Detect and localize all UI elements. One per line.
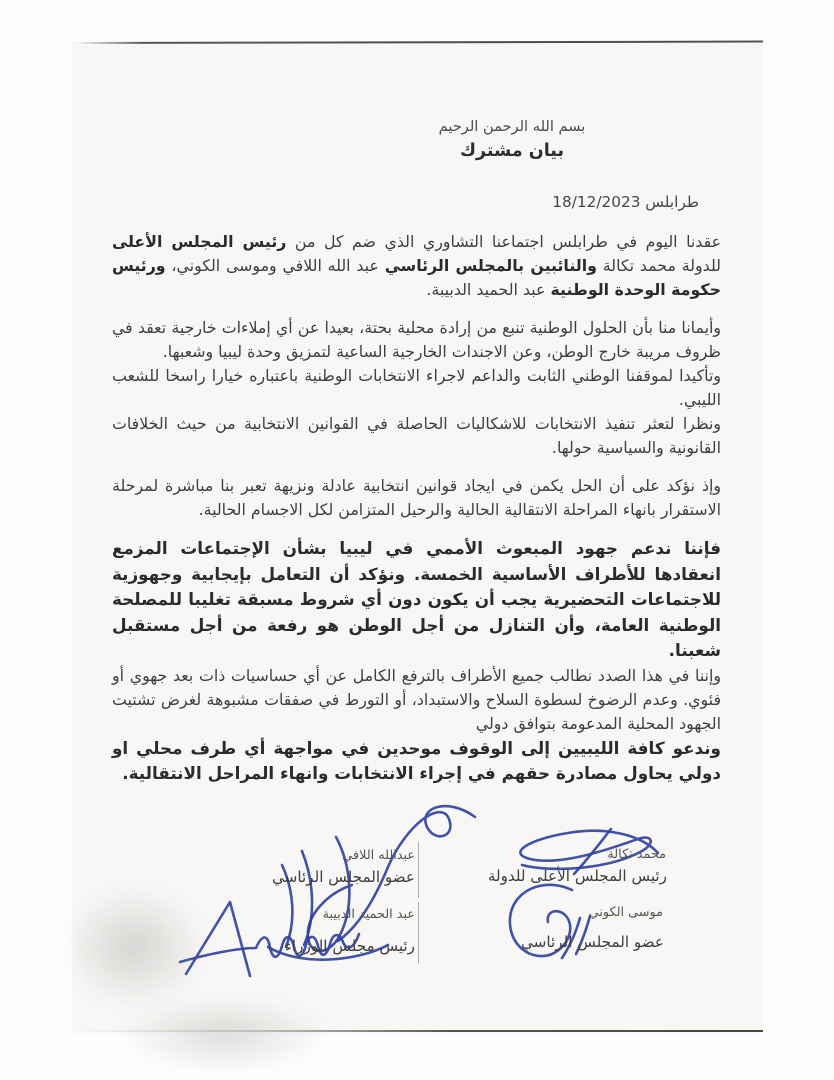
statement-paragraph: ونظرا لتعثر تنفيذ الانتخابات للاشكاليات الحاصلة في القوانين الانتخابية من حيث الخلافات القانونية والسياسية حولها. — [112, 414, 721, 457]
signer-name-lafi: عبدالله اللافي — [342, 848, 415, 863]
statement-paragraph: فإننا ندعم جهود المبعوث الأممي في ليبيا بشأن الإجتماعات المزمع انعقادها للأطراف الأساسية الخمسة. ونؤكد أن التعامل بإيجابية وجهوزية للاجتماعات التحضيرية يجب أن يكون دون أي شروط مسبقة تغليبا للمصلحة الوطنية العامة، وأن التنازل من أجل الوطن هو رفعة من أجل مستقبل شعبنا. — [112, 538, 721, 660]
statement-paragraph: وتأكيدا لموقفنا الوطني الثابت والداعم لاجراء الانتخابات الوطنية باعتباره خيارا راسخا للشعب الليبي. — [112, 366, 721, 409]
signer-name-koni: موسى الكوني — [588, 905, 663, 920]
body-paragraphs — [112, 230, 721, 787]
statement-paragraph: وإننا في هذا الصدد نطالب جميع الأطراف بالترفع الكامل عن أي حساسيات ذات بعد جهوي أو فئوي. وعدم الرضوخ لسطوة السلاح والاستبداد، أو التورط في صفقات مشبوهة لغرض تشتيت الجهود المحلية المدعومة بتوافق دولي — [112, 665, 721, 733]
signer-title-lafi: عضو المجلس الرئاسي — [271, 868, 415, 886]
page-top-edge — [76, 41, 763, 44]
signature-divider-rule — [418, 902, 419, 964]
signer-title-koni: عضو المجلس الرئاسي — [520, 933, 664, 951]
page-bottom-edge — [72, 1030, 763, 1032]
basmala-line: بسم الله الرحمن الرحيم — [438, 118, 586, 135]
signer-title-takala: رئيس المجلس الأعلى للدولة — [487, 867, 667, 885]
document-header — [372, 118, 652, 161]
statement-paragraph: وأيمانا منا بأن الحلول الوطنية تنبع من إرادة محلية بحتة، بعيدا عن أي إملاءات خارجية تعقد في ظروف مريبة خارج الوطن، وعن الاجندات الخارجية الساعية لتمزيق وحدة ليبيا وشعبها. — [112, 318, 721, 361]
signer-title-dbeibah: رئيس مجلس الوزراء — [284, 937, 415, 955]
statement-paragraph: وندعو كافة الليبيين إلى الوقوف موحدين في مواجهة أي طرف محلي او دولي يحاول مصادرة حقهم في إجراء الانتخابات وانهاء المراحل الانتقالية. — [112, 737, 721, 783]
dateline: طرابلس 18/12/2023 — [552, 193, 699, 211]
statement-paragraph: عقدنا اليوم في طرابلس اجتماعنا التشاوري الذي ضم كل من رئيس المجلس الأعلى للدولة محمد تكالة والنائبين بالمجلس الرئاسي عبد الله اللافي وموسى الكوني، ورئيس حكومة الوحدة الوطنية عبد الحميد الدبيبة. — [112, 232, 722, 299]
statement-title: بيان مشترك — [459, 141, 565, 161]
scanned-page — [72, 42, 763, 1033]
signature-divider-rule — [418, 842, 419, 898]
signer-name-dbeibah: عبد الحميد الدبيبة — [322, 907, 415, 922]
signer-name-takala: محمد تكالة — [607, 847, 666, 862]
signature-koni — [502, 878, 597, 966]
statement-paragraph: وإذ نؤكد على أن الحل يكمن في ايجاد قوانين انتخابية عادلة ونزيهة تعبر بنا مباشرة لمرحلة الاستقرار بانهاء المراحلة الانتقالية الحالية والرحيل المتزامن لكل الاجسام الحالية. — [112, 476, 721, 519]
